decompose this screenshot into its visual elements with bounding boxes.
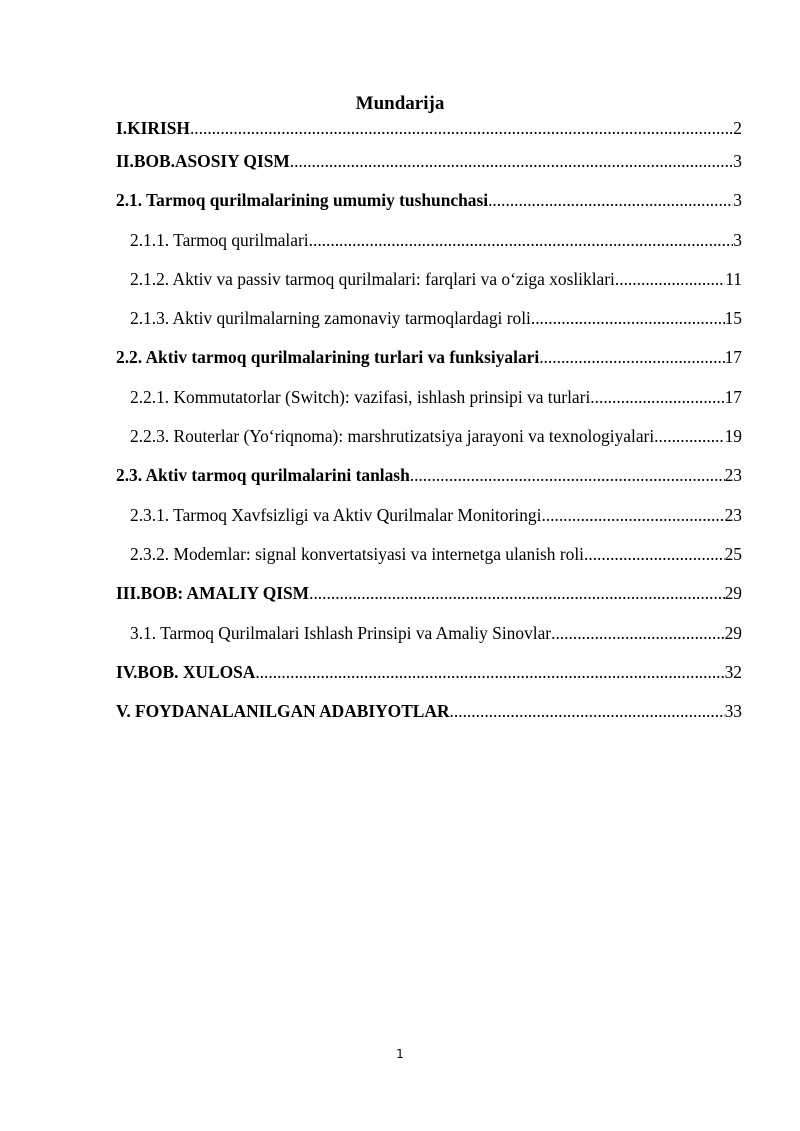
- toc-entry-page: 19: [724, 426, 742, 447]
- toc-entry-title: 2.3.2. Modemlar: signal konvertatsiyasi va internetga ulanish roli: [130, 543, 584, 564]
- toc-entry-title: 2.3.1. Tarmoq Xavfsizligi va Aktiv Qurilmalar Monitoringi: [130, 504, 542, 525]
- toc-entry-page: 3: [733, 190, 742, 211]
- table-of-contents: [116, 116, 742, 738]
- toc-entry-xulosa[interactable]: [116, 660, 742, 699]
- toc-entry-3-1[interactable]: [116, 621, 742, 660]
- toc-entry-title: 2.2.3. Routerlar (Yo‘riqnoma): marshrutizatsiya jarayoni va texnologiyalari: [130, 426, 655, 447]
- toc-leader-dots: [584, 542, 725, 566]
- toc-entry-adabiyotlar[interactable]: [116, 699, 742, 738]
- toc-entry-2-2-3[interactable]: [116, 424, 742, 463]
- toc-leader-dots: [654, 424, 724, 448]
- toc-entry-page: 3: [733, 229, 742, 250]
- toc-entry-2-3-1[interactable]: [116, 503, 742, 542]
- toc-entry-page: 11: [725, 268, 742, 289]
- toc-entry-title: 2.3. Aktiv tarmoq qurilmalarini tanlash: [116, 465, 410, 486]
- toc-entry-kirish[interactable]: [116, 116, 742, 149]
- toc-entry-title: IV.BOB. XULOSA: [116, 661, 256, 682]
- page-number: 1: [396, 1047, 404, 1061]
- toc-entry-page: 15: [724, 308, 742, 329]
- toc-entry-page: 23: [724, 504, 742, 525]
- toc-entry-page: 23: [724, 465, 742, 486]
- toc-leader-dots: [190, 116, 733, 140]
- toc-entry-2-3[interactable]: [116, 463, 742, 502]
- toc-entry-title: V. FOYDANALANILGAN ADABIYOTLAR: [116, 701, 450, 722]
- toc-leader-dots: [531, 306, 725, 330]
- toc-entry-page: 33: [724, 701, 742, 722]
- toc-entry-2-1[interactable]: [116, 188, 742, 227]
- page-title: Mundarija: [355, 93, 445, 114]
- toc-entry-2-2[interactable]: [116, 345, 742, 384]
- toc-entry-title: 2.1. Tarmoq qurilmalarining umumiy tushunchasi: [116, 190, 489, 211]
- toc-leader-dots: [539, 345, 724, 369]
- toc-entry-page: 17: [724, 386, 742, 407]
- toc-leader-dots: [551, 621, 725, 645]
- toc-entry-title: 2.1.2. Aktiv va passiv tarmoq qurilmalari: farqlari va o‘ziga xosliklari: [130, 268, 615, 289]
- toc-entry-title: III.BOB: AMALIY QISM: [116, 583, 310, 604]
- toc-entry-title: II.BOB.ASOSIY QISM: [116, 151, 290, 171]
- toc-leader-dots: [309, 581, 725, 605]
- toc-entry-asosiy-qism[interactable]: [116, 149, 742, 188]
- toc-entry-2-1-3[interactable]: [116, 306, 742, 345]
- toc-entry-2-3-2[interactable]: [116, 542, 742, 581]
- toc-leader-dots: [309, 228, 734, 252]
- toc-leader-dots: [541, 503, 724, 527]
- toc-entry-title: 2.1.3. Aktiv qurilmalarning zamonaviy tarmoqlardagi roli: [130, 308, 531, 329]
- toc-entry-page: 29: [724, 583, 742, 604]
- toc-entry-title: 2.2. Aktiv tarmoq qurilmalarining turlari va funksiyalari: [116, 347, 540, 368]
- toc-entry-page: 3: [733, 151, 742, 171]
- toc-entry-title: 3.1. Tarmoq Qurilmalari Ishlash Prinsipi va Amaliy Sinovlar: [130, 622, 552, 643]
- toc-entry-page: 25: [724, 543, 742, 564]
- toc-leader-dots: [255, 660, 724, 684]
- toc-entry-title: 2.1.1. Tarmoq qurilmalari: [130, 229, 309, 250]
- toc-entry-page: 2: [733, 118, 742, 138]
- toc-leader-dots: [615, 267, 725, 291]
- toc-entry-2-1-1[interactable]: [116, 228, 742, 267]
- toc-entry-title: I.KIRISH: [116, 118, 190, 138]
- toc-entry-2-2-1[interactable]: [116, 385, 742, 424]
- toc-leader-dots: [590, 385, 724, 409]
- toc-leader-dots: [450, 699, 725, 723]
- toc-leader-dots: [410, 463, 725, 487]
- toc-entry-page: 32: [724, 661, 742, 682]
- toc-entry-page: 29: [724, 622, 742, 643]
- toc-entry-2-1-2[interactable]: [116, 267, 742, 306]
- toc-entry-amaliy-qism[interactable]: [116, 581, 742, 620]
- toc-leader-dots: [488, 188, 733, 212]
- toc-leader-dots: [290, 149, 734, 173]
- toc-entry-page: 17: [724, 347, 742, 368]
- toc-entry-title: 2.2.1. Kommutatorlar (Switch): vazifasi, ishlash prinsipi va turlari: [130, 386, 591, 407]
